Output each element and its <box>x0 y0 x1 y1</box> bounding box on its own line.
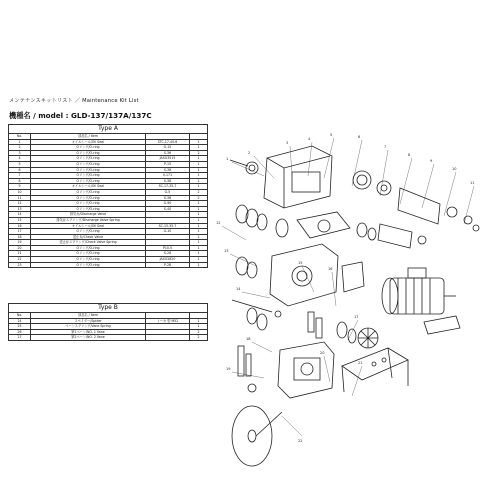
o-rings-row <box>236 205 426 248</box>
row-number: 17 <box>9 229 31 235</box>
type-b-table <box>8 303 208 341</box>
part-name: 第1ベーン/NO. 1 Vane <box>31 329 146 335</box>
part-spec: STC-17-40-6 <box>146 139 190 145</box>
part-spec: P-15 <box>146 161 190 167</box>
row-number: 2 <box>9 145 31 151</box>
svg-text:5: 5 <box>330 133 333 137</box>
part-qty: 1 <box>190 234 208 240</box>
part-spec: S-38 <box>146 178 190 184</box>
part-qty: 2 <box>190 335 208 341</box>
end-disc <box>232 406 282 466</box>
part-qty: 2 <box>190 189 208 195</box>
part-qty: 1 <box>190 262 208 268</box>
row-number: 1 <box>9 139 31 145</box>
part-qty: 1 <box>190 251 208 257</box>
row-number: 26 <box>9 329 31 335</box>
part-qty: 1 <box>190 257 208 263</box>
part-qty: 1 <box>190 245 208 251</box>
part-qty: 1 <box>190 139 208 145</box>
part-name: Oリング/O-ring <box>31 201 146 207</box>
table-row <box>9 335 208 341</box>
part-qty: 1 <box>190 324 208 330</box>
part-spec: S-38 <box>146 167 190 173</box>
part-spec: G-90 <box>146 201 190 207</box>
row-number: 15 <box>9 217 31 223</box>
part-qty: 1 <box>190 229 208 235</box>
exploded-view-diagram <box>212 116 500 500</box>
row-number: 9 <box>9 184 31 190</box>
row-number: 21 <box>9 251 31 257</box>
svg-text:13: 13 <box>224 249 229 253</box>
svg-text:19: 19 <box>226 367 231 371</box>
type-a-table <box>8 124 208 268</box>
part-qty: 1 <box>190 156 208 162</box>
svg-text:4: 4 <box>308 137 311 141</box>
part-spec: G-5 <box>146 189 190 195</box>
part-spec: S-36 <box>146 195 190 201</box>
svg-text:22: 22 <box>298 439 303 443</box>
part-spec: JASO3515 <box>146 156 190 162</box>
part-qty: 1 <box>190 206 208 212</box>
part-spec: G-15 <box>146 145 190 151</box>
col-no-header: No. <box>9 134 31 140</box>
svg-text:9: 9 <box>430 159 433 163</box>
part-qty: 1 <box>190 223 208 229</box>
part-name: Oリング/O-ring <box>31 178 146 184</box>
col-item-header: 部品名 / Item <box>31 134 146 140</box>
type-b-title: Type B <box>9 304 208 313</box>
part-qty: 1 <box>190 184 208 190</box>
part-qty: 2 <box>190 195 208 201</box>
part-spec: トーカ 型 M52 <box>146 318 190 324</box>
row-number: 7 <box>9 173 31 179</box>
row-number: 23 <box>9 262 31 268</box>
part-spec: SC-15-35-7 <box>146 223 190 229</box>
col-no-header: No. <box>9 313 31 319</box>
svg-text:12: 12 <box>216 221 221 225</box>
motor <box>382 268 460 334</box>
part-name: Oリング/O-ring <box>31 229 146 235</box>
part-name: Oリング/O-ring <box>31 195 146 201</box>
part-name: Oリング/O-ring <box>31 251 146 257</box>
row-number: 25 <box>9 324 31 330</box>
row-number: 20 <box>9 245 31 251</box>
part-name: スペイダー/Spider <box>31 318 146 324</box>
row-number: 10 <box>9 189 31 195</box>
svg-text:21: 21 <box>358 361 363 365</box>
svg-text:17: 17 <box>354 315 359 319</box>
part-spec: S-28 <box>146 251 190 257</box>
part-name: Oリング/O-ring <box>31 161 146 167</box>
part-qty: 1 <box>190 178 208 184</box>
part-name: 排気弁/Discharge Valve <box>31 212 146 218</box>
part-spec: SC-17-35-7 <box>146 184 190 190</box>
row-number: 6 <box>9 167 31 173</box>
row-number: 12 <box>9 201 31 207</box>
part-name: Oリング/O-ring <box>31 156 146 162</box>
part-qty: 1 <box>190 201 208 207</box>
svg-text:3: 3 <box>286 141 289 145</box>
part-name: 排気弁スプリング/Discharge Valve Spring <box>31 217 146 223</box>
svg-text:10: 10 <box>452 167 457 171</box>
part-name: オイルシール/Oil Seal <box>31 184 146 190</box>
row-number: 22 <box>9 257 31 263</box>
svg-text:8: 8 <box>408 153 411 157</box>
svg-text:20: 20 <box>320 351 325 355</box>
svg-text:18: 18 <box>246 337 251 341</box>
col-item-header: 部品名 / Item <box>31 313 146 319</box>
pump-body-middle <box>232 244 364 317</box>
part-spec <box>146 335 190 341</box>
pump-head-upper <box>230 146 479 231</box>
part-name: 逆止弁スプリング/Check Valve Spring <box>31 240 146 246</box>
part-name: オイルシール/Oil Seal <box>31 223 146 229</box>
model-label: 機種名 / model : GLD-137/137A/137C <box>9 111 152 120</box>
svg-text:11: 11 <box>470 181 475 185</box>
row-number: 13 <box>9 206 31 212</box>
row-number: 4 <box>9 156 31 162</box>
part-spec: S-36 <box>146 150 190 156</box>
type-a-title: Type A <box>9 125 208 134</box>
table-row <box>9 262 208 268</box>
part-qty: 1 <box>190 161 208 167</box>
row-number: 8 <box>9 178 31 184</box>
part-qty: 2 <box>190 150 208 156</box>
part-qty: 1 <box>190 318 208 324</box>
part-spec: S-40 <box>146 206 190 212</box>
part-name: ベーンスプリング/Vane Spring <box>31 324 146 330</box>
part-name: Oリング/O-ring <box>31 262 146 268</box>
part-qty: 1 <box>190 212 208 218</box>
part-name: Oリング/O-ring <box>31 257 146 263</box>
leader-lines <box>222 138 474 436</box>
callout-numerals <box>216 133 474 443</box>
part-qty: 1 <box>190 167 208 173</box>
row-number: 24 <box>9 318 31 324</box>
svg-text:1: 1 <box>226 157 229 161</box>
lower-parts <box>247 308 378 348</box>
svg-text:6: 6 <box>358 135 361 139</box>
part-name: オイルシール/Oil Seal <box>31 139 146 145</box>
row-number: 19 <box>9 240 31 246</box>
part-spec: JASO2820 <box>146 257 190 263</box>
row-number: 18 <box>9 234 31 240</box>
part-name: Oリング/O-ring <box>31 245 146 251</box>
row-number: 14 <box>9 212 31 218</box>
part-name: Oリング/O-ring <box>31 173 146 179</box>
row-number: 3 <box>9 150 31 156</box>
svg-text:2: 2 <box>248 151 251 155</box>
part-name: 逆止弁/Check Valve <box>31 234 146 240</box>
part-name: Oリング/O-ring <box>31 145 146 151</box>
part-qty: 1 <box>190 145 208 151</box>
part-name: Oリング/O-ring <box>31 167 146 173</box>
part-spec: G-10 <box>146 229 190 235</box>
row-number: 5 <box>9 161 31 167</box>
part-spec: V-171 <box>146 173 190 179</box>
part-qty: 1 <box>190 173 208 179</box>
svg-text:7: 7 <box>384 145 387 149</box>
part-name: Oリング/O-ring <box>31 206 146 212</box>
part-name: Oリング/O-ring <box>31 189 146 195</box>
document-title: メンテナンスキットリスト ／ Maintenance Kit List <box>9 98 139 104</box>
part-qty: 1 <box>190 240 208 246</box>
row-number: 11 <box>9 195 31 201</box>
row-number: 27 <box>9 335 31 341</box>
part-name: 第2ベーン/NO. 2 Vane <box>31 335 146 341</box>
row-number: 16 <box>9 223 31 229</box>
svg-text:16: 16 <box>328 267 333 271</box>
svg-text:15: 15 <box>298 261 303 265</box>
part-qty: 1 <box>190 217 208 223</box>
svg-text:14: 14 <box>236 287 241 291</box>
part-qty: 2 <box>190 329 208 335</box>
part-name: Oリング/O-ring <box>31 150 146 156</box>
part-spec: P-28 <box>146 262 190 268</box>
part-spec: P10.5 <box>146 245 190 251</box>
